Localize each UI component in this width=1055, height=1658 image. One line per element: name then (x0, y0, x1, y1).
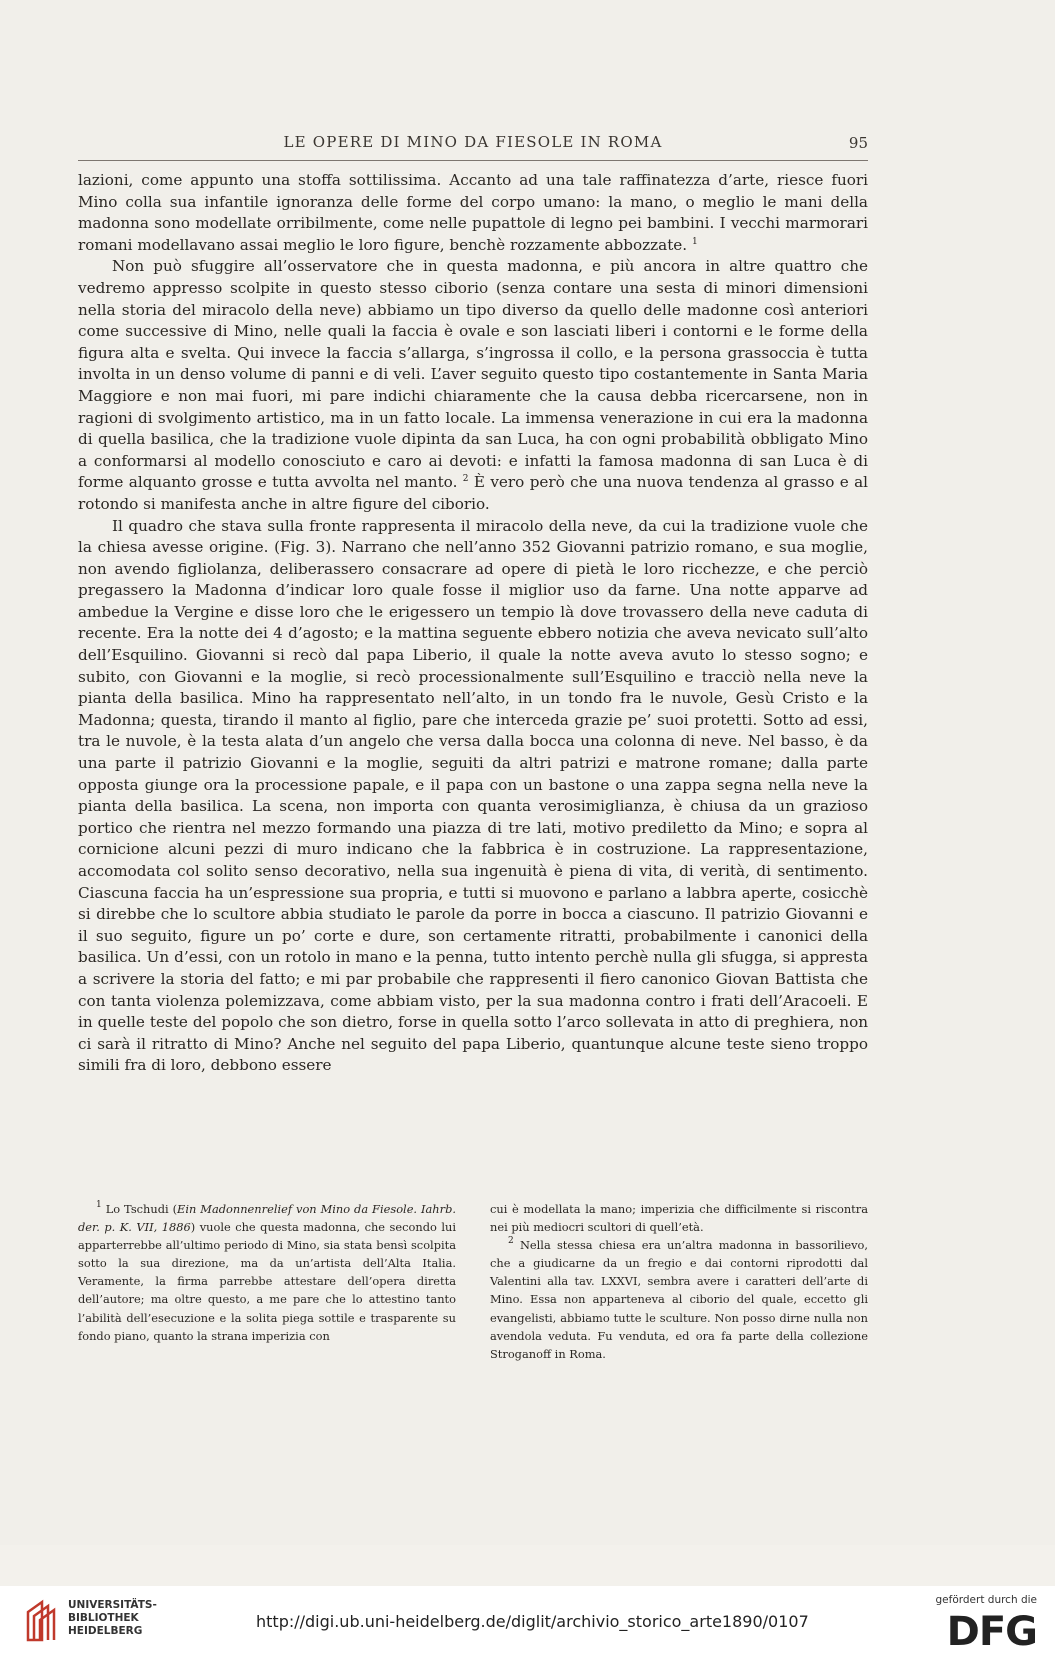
sponsor-note: gefördert durch die (935, 1594, 1037, 1606)
running-title: LE OPERE DI MINO DA FIESOLE IN ROMA (283, 133, 663, 151)
footnote-1-text-b: ) vuole che questa madonna, che secondo lui apparterrebbe all’ultimo periodo di Mino, sia stata bensì scolpita sotto la sua direzione, ma da un’artista dell’Alta Italia. Veramente, la firma parrebbe attestare dell’opera diretta dell’autore; ma oltre questo, a me pare che lo attestino tanto l’abilità dell’esecuzione e la solita piega sottile e trasparente su fondo piano, quanto la strana imperizia con (78, 1220, 456, 1343)
body-text (78, 170, 868, 1077)
viewer-footer (0, 1586, 1055, 1658)
paragraph-3 (78, 516, 868, 1077)
paragraph-2 (78, 256, 868, 515)
footnote-ref-2[interactable]: 2 (462, 474, 469, 485)
footnote-column-right (490, 1200, 868, 1363)
university-library-name (68, 1599, 157, 1638)
paragraph-1 (78, 170, 868, 256)
footnotes (78, 1200, 868, 1363)
footnote-1-continued: cui è modellata la mano; imperizia che difficilmente si riscontra nei più mediocri scultori di quell’età. (490, 1202, 868, 1235)
footnote-1-citation: Ein Madonnenrelief von Mino da Fiesole. Iahrb. der. p. K. VII, 1886 (78, 1202, 456, 1235)
paragraph-3-text: Il quadro che stava sulla fronte rappresenta il miracolo della neve, da cui la tradizione vuole che la chiesa avesse origine. (Fig. 3). Narrano che nell’anno 352 Giovanni patrizio romano, e sua moglie, non avendo figliolanza, deliberassero consacrare ad opere di pietà le loro ricchezze, e che perciò pregassero la Madonna d’indicar loro quale fosse il miglior uso da farne. Una notte apparve ad ambedue la Vergine e disse loro che le erigessero un tempio là dove trovassero della neve caduta di recente. Era la notte dei 4 d’agosto; e la mattina seguente ebbero notizia che aveva nevicato sull’alto dell’Esquilino. Giovanni si recò dal papa Liberio, il quale la notte aveva avuto lo stesso sogno; e subito, con Giovanni e la moglie, si recò processionalmente sull’Esquilino e tracciò nella neve la pianta della basilica. Mino ha rappresentato nell’alto, in un tondo fra le nuvole, Gesù Cristo e la Madonna; questa, tirando il manto al figlio, pare che interceda grazie pe’ suoi protetti. Sotto ad essi, tra le nuvole, è la testa alata d’un angelo che versa dalla bocca una colonna di neve. Nel basso, è da una parte il patrizio Giovanni e la moglie, seguiti da altri patrizi e matrone romane; dalla parte opposta giunge ora la processione papale, e il papa con un bastone o una zappa segna nella neve la pianta della basilica. La scena, non importa con quanta verosimiglianza, è chiusa da un grazioso portico che rientra nel mezzo formando una piazza di tre lati, motivo prediletto da Mino; e sopra al cornicione alcuni pezzi di muro indicano che la fabbrica è in costruzione. La rappresentazione, accomodata col solito senso decorativo, nella sua ingenuità è piena di vita, di verità, di sentimento. Ciascuna faccia ha un’espressione sua propria, e tutti si muovono e parlano a labbra aperte, cosicchè si direbbe che lo scultore abbia studiato le parole da porre in bocca a ciascuno. Il patrizio Giovanni e il suo seguito, figure un po’ corte e dure, son certamente ritratti, probabilmente i canonici della basilica. Un d’essi, con un rotolo in mano e la penna, tutto intento perchè nulla gli sfugga, si appresta a scrivere la storia del fatto; e mi par probabile che rappresenti il fiero canonico Giovan Battista che con tanta violenza polemizzava, come abbiam visto, per la sua madonna contro i frati dell’Aracoeli. E in quelle teste del popolo che son dietro, forse in quella sotto l’arco sollevata in atto di preghiera, non ci sarà il ritratto di Mino? Anche nel seguito del papa Liberio, quantunque alcune teste sieno troppo simili fra di loro, debbono essere (78, 516, 868, 1075)
footnote-1-text-a: Lo Tschudi ( (105, 1202, 178, 1216)
dfg-logo[interactable]: DFG (946, 1609, 1037, 1655)
header-rule (78, 160, 868, 161)
footnote-2-number: 2 (508, 1236, 514, 1247)
page-header (78, 133, 868, 157)
footnote-1 (78, 1200, 456, 1345)
footnote-2-text: Nella stessa chiesa era un’altra madonna in bassorilievo, che a giudicarne da un fregio e dai contorni riprodotti dal Valentini alla tav. LXXVI, sembra avere i caratteri dell’arte di Mino. Essa non apparteneva al ciborio del quale, eccetto gli evangelisti, abbiamo tutte le sculture. Non posso dirne nulla non avendola veduta. Fu venduta, ed ora fa parte della collezione Stroganoff in Roma. (490, 1238, 868, 1361)
footnote-2 (490, 1236, 868, 1363)
footnote-column-left (78, 1200, 456, 1363)
footnote-1-number: 1 (96, 1200, 102, 1210)
paragraph-2-text-a: Non può sfuggire all’osservatore che in questa madonna, e più ancora in altre quattro che vedremo appresso scolpite in questo stesso ciborio (senza contare una sesta di minori dimensioni nella storia del miracolo della neve) abbiamo un tipo diverso da quello delle madonne così anteriori come successive di Mino, nelle quali la faccia è ovale e son lasciati liberi i contorni e le forme della figura alta e svelta. Qui invece la faccia s’allarga, s’ingrossa il collo, e la persona grassoccia è tutta involta in un denso volume di panni e di veli. L’aver seguito questo tipo costantemente in Santa Maria Maggiore e non mai fuori, mi pare indichi chiaramente che la causa debba ricercarsene, non in ragioni di svolgimento artistico, ma in un fatto locale. La immensa venerazione in cui era la madonna di quella basilica, che la tradizione vuole dipinta da san Luca, ha con ogni probabilità obbligato Mino a conformarsi al modello conosciuto e caro ai devoti: e infatti la famosa madonna di san Luca è di forme alquanto grosse e tutta avvolta nel manto. (78, 257, 868, 492)
library-name-line-2: BIBLIOTHEK (68, 1612, 139, 1624)
page-number: 95 (848, 134, 868, 152)
footnote-ref-1[interactable]: 1 (691, 236, 698, 247)
university-library-logo-icon[interactable] (24, 1598, 60, 1644)
library-name-line-1: UNIVERSITÄTS- (68, 1599, 157, 1611)
paragraph-2-text-b: È vero però che una nuova tendenza al grasso e al rotondo si manifesta anche in altre figure del ciborio. (78, 473, 869, 513)
library-name-line-3: HEIDELBERG (68, 1625, 143, 1637)
permalink-url[interactable]: http://digi.ub.uni-heidelberg.de/diglit/archivio_storico_arte1890/0107 (256, 1612, 809, 1631)
paragraph-1-text: lazioni, come appunto una stoffa sottilissima. Accanto ad una tale raffinatezza d’arte, riesce fuori Mino colla sua infantile ignoranza delle forme del corpo umano: la mano, o meglio le mani della madonna sono modellate orribilmente, come nelle pupattole di legno pei bambini. I vecchi marmorari romani modellavano assai meglio le loro figure, benchè rozzamente abbozzate. (78, 171, 868, 254)
